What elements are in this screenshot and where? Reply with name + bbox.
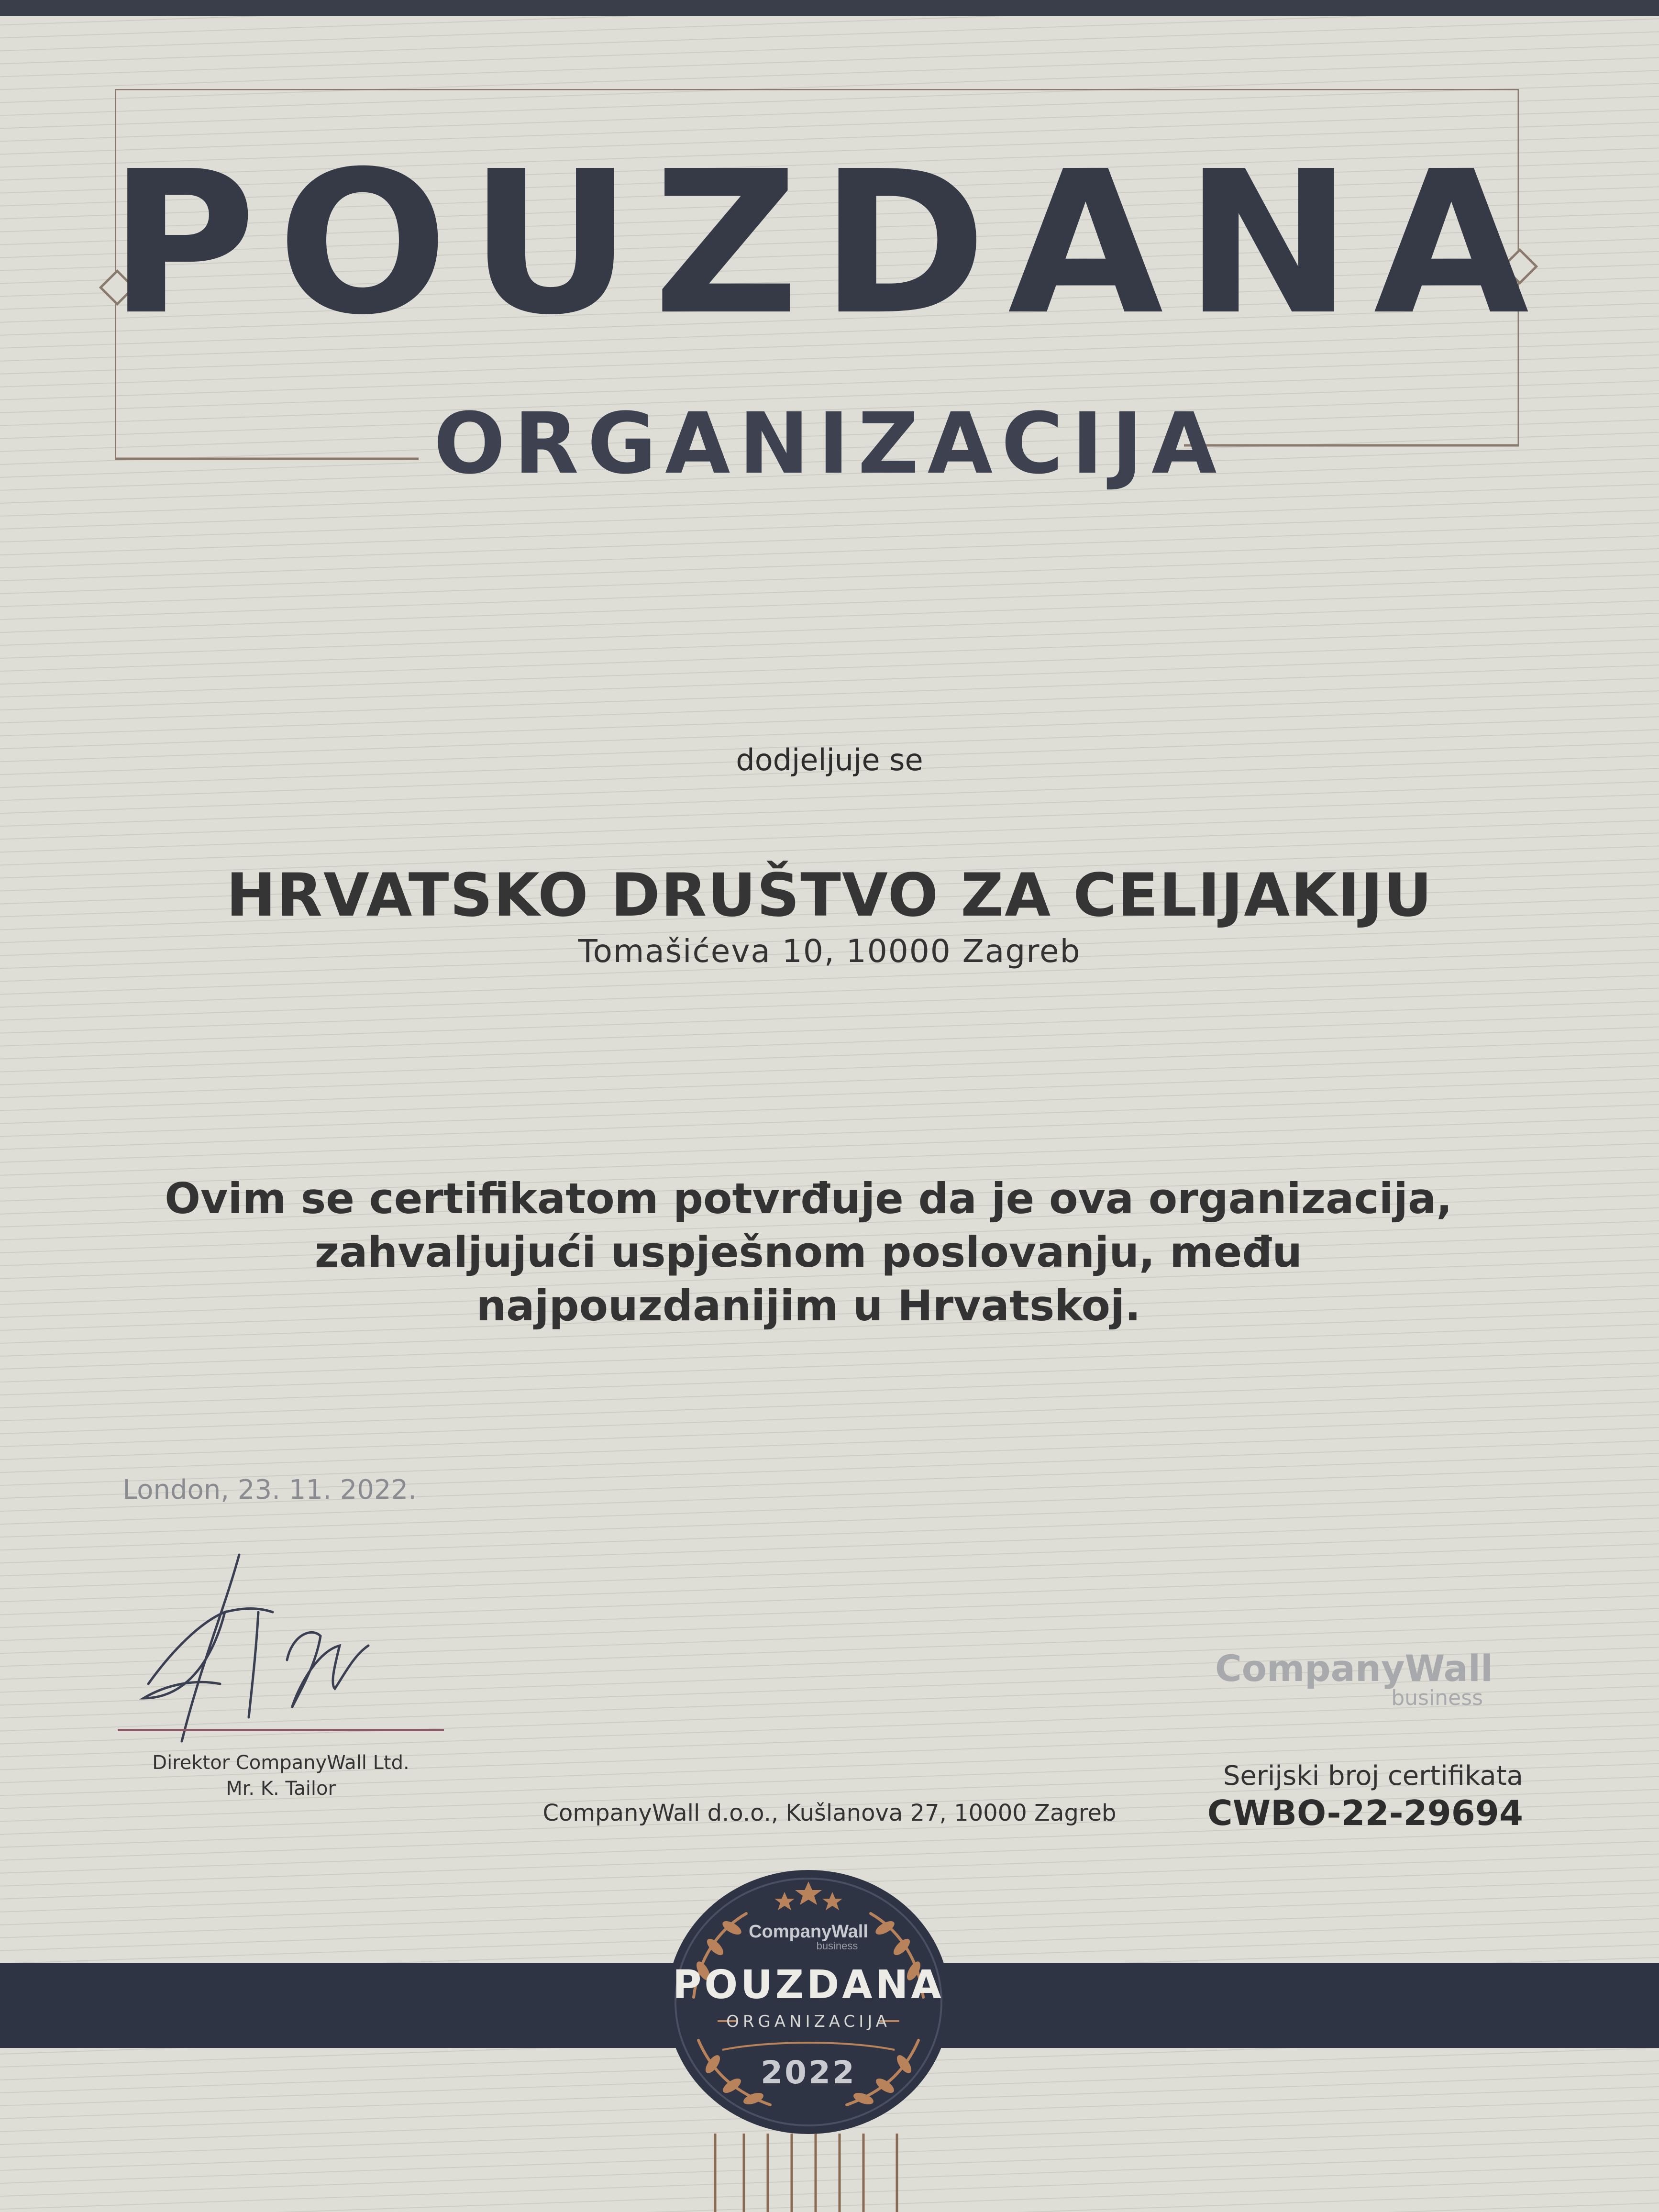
logo-brand: CompanyWall [1215,1647,1493,1690]
seal-tagline: business [816,1940,858,1952]
seal-title: POUZDANA [673,1962,944,2008]
organization-name: HRVATSKO DRUŠTVO ZA CELIJAKIJU [226,861,1433,930]
place-and-date: London, 23. 11. 2022. [122,1474,417,1505]
companywall-logo [1215,1647,1493,1710]
seal-brand: CompanyWall [749,1922,868,1942]
logo-tagline: business [1391,1686,1483,1710]
serial-label: Serijski broj certifikata [1223,1760,1523,1792]
certificate-statement [163,1172,1454,1333]
director-signature [129,1540,397,1765]
issuer-address: CompanyWall d.o.o., Kušlanova 27, 10000 Zagreb [542,1800,1117,1826]
seal-ribbon [708,2134,909,2212]
seal-year: 2022 [761,2054,856,2091]
serial-number: CWBO-22-29694 [1207,1793,1523,1833]
signatory-title: Direktor CompanyWall Ltd. [152,1752,409,1774]
awarded-text: dodjeljuje se [736,742,923,777]
signatory-name: Mr. K. Tailor [226,1778,336,1800]
statement-line: zahvaljujući uspješnom poslovanju, među [314,1228,1303,1277]
signature-line [118,1729,444,1731]
seal-subtitle: ORGANIZACIJA [726,2012,891,2031]
certificate-title: POUZDANA [109,129,1550,359]
organization-address: Tomašićeva 10, 10000 Zagreb [578,933,1081,970]
certificate-seal [665,1868,952,2136]
certificate-subtitle: ORGANIZACIJA [433,395,1226,493]
statement-line: Ovim se certifikatom potvrđuje da je ova organizacija, [165,1174,1452,1223]
statement-line: najpouzdanijim u Hrvatskoj. [476,1281,1141,1330]
top-border-band [0,0,1659,16]
